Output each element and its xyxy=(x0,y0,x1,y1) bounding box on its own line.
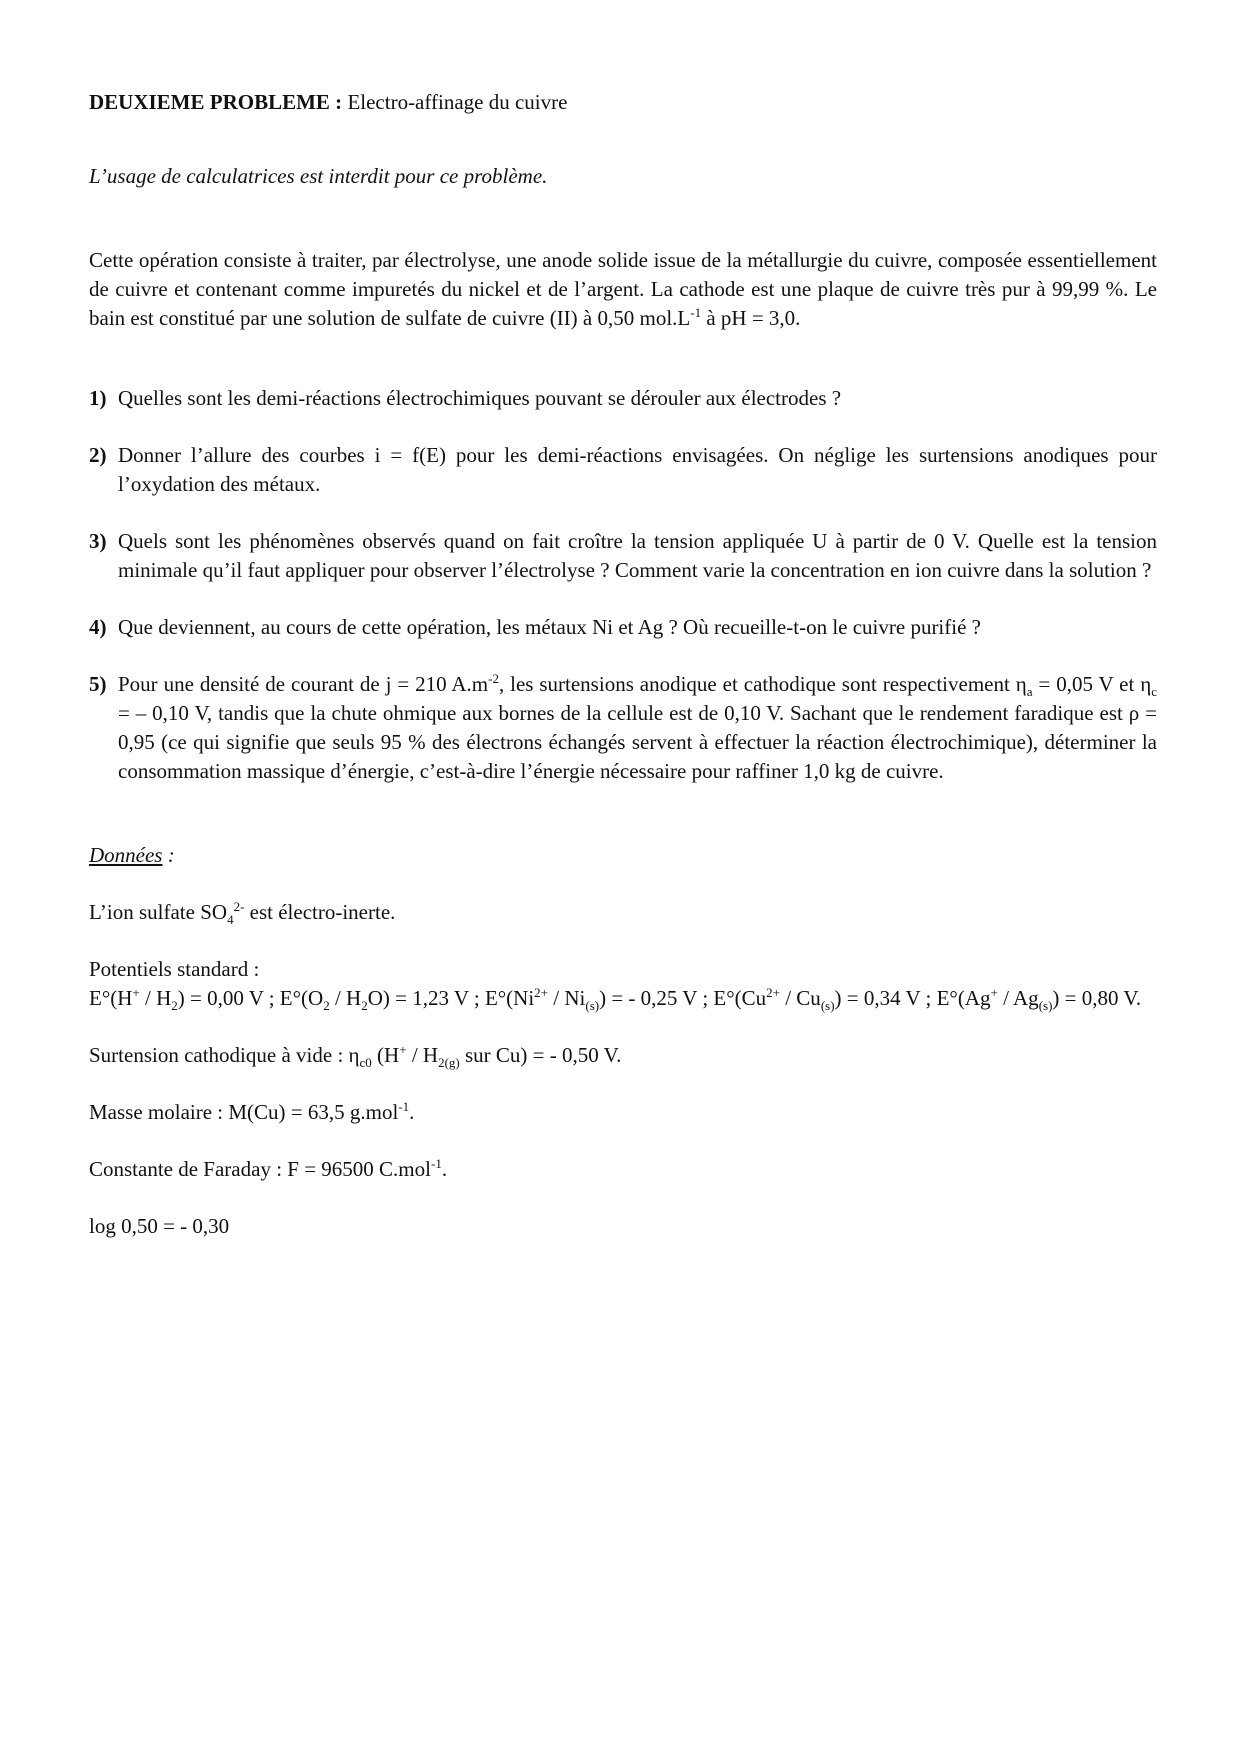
problem-title-bold: DEUXIEME PROBLEME : xyxy=(89,90,343,114)
pot-text: ) = 0,34 V ; E°(Ag xyxy=(834,986,991,1010)
masse-text: . xyxy=(409,1100,415,1124)
intro-paragraph xyxy=(89,246,1157,333)
masse-sup: -1 xyxy=(398,1099,410,1114)
question-number: 5) xyxy=(89,672,107,696)
pot-sup: + xyxy=(990,985,998,1000)
faraday-text: Constante de Faraday : F = 96500 C.mol xyxy=(89,1157,431,1181)
document-page xyxy=(89,88,1157,1262)
masse-molaire-line xyxy=(89,1098,1157,1127)
surtension-sup: + xyxy=(399,1042,407,1057)
pot-sup: 2+ xyxy=(534,985,549,1000)
pot-text: E°(H xyxy=(89,986,133,1010)
question-text-1: Pour une densité de courant de j = 210 A.m xyxy=(118,672,489,696)
log-line: log 0,50 = - 0,30 xyxy=(89,1214,230,1238)
intro-text-a: Cette opération consiste à traiter, par électrolyse, une anode solide issue de la métallurgie du cuivre, composée essentiellement de cuivre et contenant comme impuretés du nickel et de l’argent. La cathode est une plaque de cuivre très pur à 99,99 %. Le bain est constitué par une solution de sulfate de cuivre (II) à 0,50 mol.L xyxy=(89,248,1157,330)
surtension-text: sur Cu) = - 0,50 V. xyxy=(459,1043,622,1067)
calculator-note: L’usage de calculatrices est interdit pour ce problème. xyxy=(89,164,548,188)
question-5 xyxy=(89,670,1157,786)
faraday-sup: -1 xyxy=(430,1156,442,1171)
question-text: Que deviennent, au cours de cette opération, les métaux Ni et Ag ? Où recueille-t-on le cuivre purifié ? xyxy=(118,615,981,639)
pot-text: / H xyxy=(139,986,172,1010)
sulfate-line xyxy=(89,898,1157,927)
question-number: 1) xyxy=(89,386,107,410)
faraday-line xyxy=(89,1155,1157,1184)
question-text-2: , les surtensions anodique et cathodique sont respectivement η xyxy=(498,672,1027,696)
faraday-text: . xyxy=(441,1157,448,1181)
question-text: Quels sont les phénomènes observés quand on fait croître la tension appliquée U à partir de 0 V. Quelle est la tension minimale qu’il faut appliquer pour observer l’électrolyse ? Comment varie la concentration en ion cuivre dans la solution ? xyxy=(118,529,1157,582)
pot-text: ) = - 0,25 V ; E°(Cu xyxy=(599,986,767,1010)
pot-sup: 2+ xyxy=(766,985,780,1000)
pot-sub: 2 xyxy=(323,998,330,1014)
potentiels-line xyxy=(89,984,1157,1013)
question-text: Quelles sont les demi-réactions électrochimiques pouvant se dérouler aux électrodes ? xyxy=(118,386,842,410)
donnees-label: Données xyxy=(89,843,163,867)
sulfate-text-a: L’ion sulfate SO xyxy=(89,900,228,924)
question-text-3: = 0,05 V et η xyxy=(1032,672,1152,696)
surtension-line xyxy=(89,1041,1157,1070)
pot-sup: + xyxy=(132,985,140,1000)
question-text: Donner l’allure des courbes i = f(E) pour les demi-réactions envisagées. On néglige les surtensions anodiques pour l’oxydation des métaux. xyxy=(118,443,1157,496)
pot-text: ) = 0,00 V ; E°(O xyxy=(177,986,324,1010)
donnees-heading xyxy=(89,841,1157,870)
question-number: 4) xyxy=(89,615,107,639)
donnees-colon: : xyxy=(162,843,175,867)
question-text-4: = – 0,10 V, tandis que la chute ohmique aux bornes de la cellule est de 0,10 V. Sachant que le rendement faradique est ρ = 0,95 (ce qui signifie que seuls 95 % des électrons échangés servent à effectuer la réaction électrochimique), déterminer la consommation massique d’énergie, c’est-à-dire l’énergie nécessaire pour raffiner 1,0 kg de cuivre. xyxy=(118,701,1157,783)
question-1 xyxy=(89,384,1157,413)
pot-text: / Cu xyxy=(779,986,821,1010)
pot-sub: (s) xyxy=(585,998,600,1014)
surtension-sub: 2(g) xyxy=(438,1055,460,1071)
problem-title-rest: Electro-affinage du cuivre xyxy=(347,90,568,114)
surtension-text: / H xyxy=(406,1043,439,1067)
question-2 xyxy=(89,441,1157,499)
pot-sub: 2 xyxy=(361,998,368,1014)
pot-text: O) = 1,23 V ; E°(Ni xyxy=(367,986,535,1010)
pot-sub: 2 xyxy=(171,998,178,1014)
pot-sub: (s) xyxy=(1038,998,1053,1014)
potentiels-title: Potentiels standard : xyxy=(89,957,260,981)
pot-sub: (s) xyxy=(820,998,835,1014)
sulfate-text-b: est électro-inerte. xyxy=(244,900,396,924)
sulfate-sub: 4 xyxy=(227,912,234,928)
pot-text: / Ag xyxy=(997,986,1039,1010)
intro-text-b: à pH = 3,0. xyxy=(701,306,801,330)
pot-text: ) = 0,80 V. xyxy=(1052,986,1142,1010)
question-sup: -2 xyxy=(488,671,499,686)
question-3 xyxy=(89,527,1157,585)
question-4 xyxy=(89,613,1157,642)
pot-text: / H xyxy=(329,986,362,1010)
surtension-text: Surtension cathodique à vide : η xyxy=(89,1043,360,1067)
problem-title xyxy=(89,88,1157,117)
question-number: 2) xyxy=(89,443,107,467)
surtension-text: (H xyxy=(371,1043,400,1067)
question-sub-c: c xyxy=(1151,684,1158,700)
sulfate-sup: 2- xyxy=(233,899,245,914)
surtension-sub: c0 xyxy=(359,1055,372,1071)
masse-text: Masse molaire : M(Cu) = 63,5 g.mol xyxy=(89,1100,399,1124)
pot-text: / Ni xyxy=(548,986,586,1010)
question-sub-a: a xyxy=(1026,684,1033,700)
intro-sup: -1 xyxy=(690,305,702,320)
question-number: 3) xyxy=(89,529,107,553)
